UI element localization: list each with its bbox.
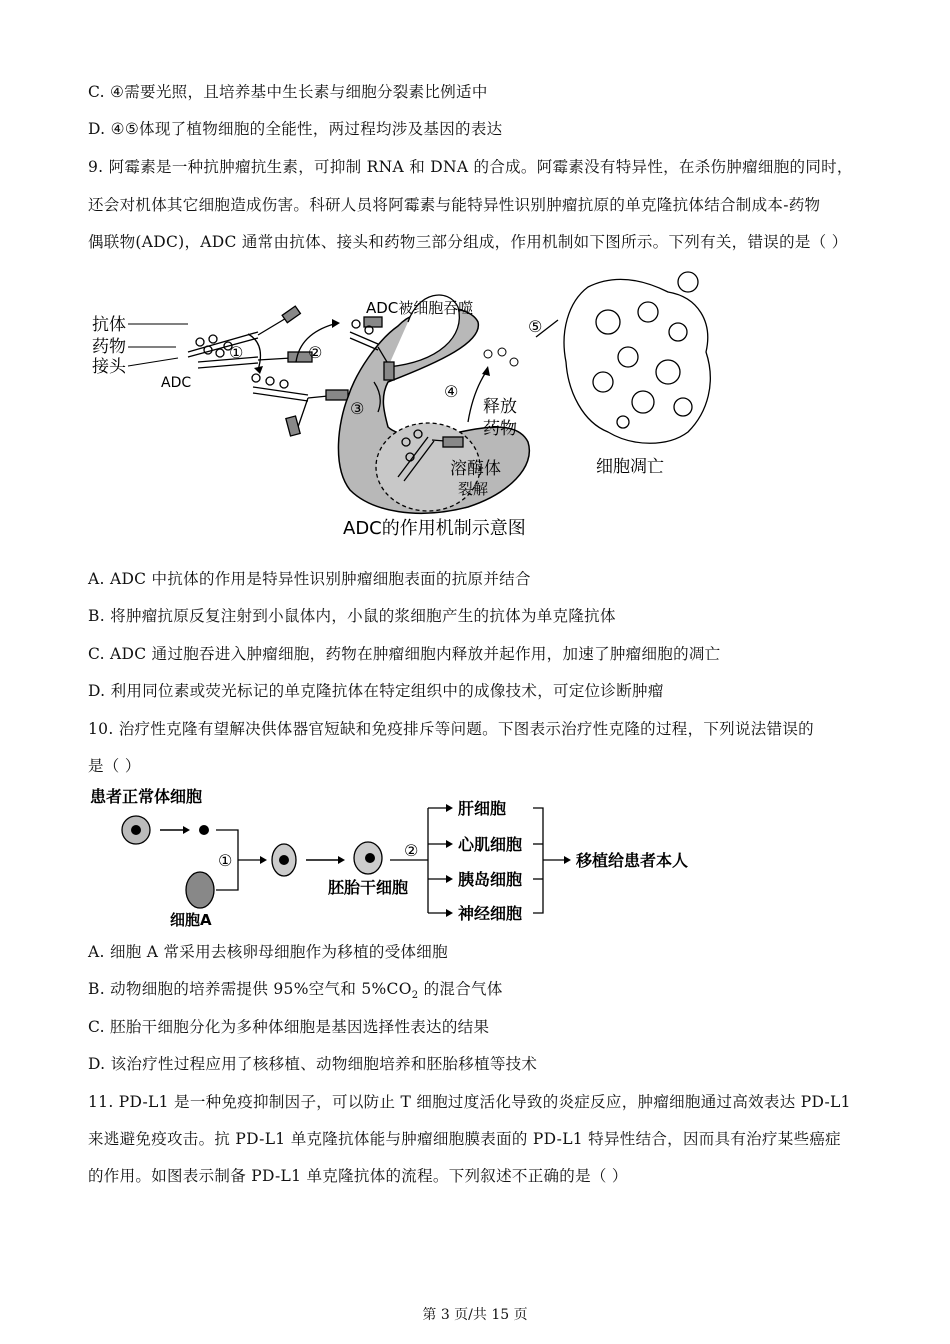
figure-caption: ADC的作用机制示意图 bbox=[343, 518, 526, 539]
label-islet: 胰岛细胞 bbox=[458, 870, 523, 889]
q10-option-a: A. 细胞 A 常采用去核卵母细胞作为移植的受体细胞 bbox=[88, 943, 448, 961]
step-2-marker: ② bbox=[404, 841, 419, 860]
q10-stem-line1: 10. 治疗性克隆有望解决供体器官短缺和免疫排斥等问题。下图表示治疗性克隆的过程，下列说法错误的 bbox=[88, 720, 814, 738]
q10-option-b: B. 动物细胞的培养需提供 95%空气和 $5\%CO_2$ 的混合气体 bbox=[88, 980, 503, 1002]
label-release-1: 释放 bbox=[483, 397, 517, 417]
label-nerve: 神经细胞 bbox=[458, 904, 523, 923]
q10-option-d: D. 该治疗性过程应用了核移植、动物细胞培养和胚胎移植等技术 bbox=[88, 1055, 538, 1073]
apoptotic-cell bbox=[564, 272, 710, 443]
q9-stem-line1: 9. 阿霉素是一种抗肿瘤抗生素，可抑制 RNA 和 DNA 的合成。阿霉素没有特异性，在杀伤肿瘤细胞的同时， bbox=[88, 158, 853, 176]
q9-option-c: C. ADC 通过胞吞进入肿瘤细胞，药物在肿瘤细胞内释放并起作用，加速了肿瘤细胞的凋亡 bbox=[88, 645, 721, 663]
q11-stem-line2: 来逃避免疫攻击。抗 PD-L1 单克隆抗体能与肿瘤细胞膜表面的 PD-L1 特异性结合，因而具有治疗某些癌症 bbox=[88, 1130, 841, 1148]
q10-stem-line2: 是（ ） bbox=[88, 757, 141, 775]
label-embryonic-stem: 胚胎干细胞 bbox=[328, 878, 409, 897]
label-liver: 肝细胞 bbox=[458, 799, 507, 818]
q8-option-d: D. ④⑤体现了植物细胞的全能性，两过程均涉及基因的表达 bbox=[88, 120, 503, 138]
label-drug: 药物 bbox=[92, 337, 126, 357]
adc-mechanism-figure bbox=[88, 262, 728, 544]
adc-molecule-icon bbox=[188, 306, 312, 368]
q9-option-b: B. 将肿瘤抗原反复注射到小鼠体内，小鼠的浆细胞产生的抗体为单克隆抗体 bbox=[88, 607, 616, 625]
cell-a-icon bbox=[186, 872, 214, 908]
q10-option-c: C. 胚胎干细胞分化为多种体细胞是基因选择性表达的结果 bbox=[88, 1018, 490, 1036]
page-footer: 第 3 页/共 15 页 bbox=[422, 1307, 528, 1323]
step-3-marker: ③ bbox=[350, 399, 365, 418]
step-4-marker: ④ bbox=[444, 382, 459, 401]
label-heart: 心肌细胞 bbox=[458, 835, 523, 854]
label-phagocytosed: ADC被细胞吞噬 bbox=[366, 299, 474, 317]
therapeutic-cloning-figure bbox=[88, 780, 728, 930]
adc-molecule-icon bbox=[252, 374, 348, 436]
label-transplant: 移植给患者本人 bbox=[576, 851, 689, 870]
q9-stem-line2: 还会对机体其它细胞造成伤害。科研人员将阿霉素与能特异性识别肿瘤抗原的单克隆抗体结合制成本-药物 bbox=[88, 196, 821, 214]
step-1-marker: ① bbox=[229, 343, 244, 362]
label-adc: ADC bbox=[161, 375, 192, 391]
step-1-marker: ① bbox=[218, 851, 233, 870]
label-lysis: 裂解 bbox=[458, 480, 489, 498]
label-patient-cell: 患者正常体细胞 bbox=[90, 787, 203, 806]
q9-option-a: A. ADC 中抗体的作用是特异性识别肿瘤细胞表面的抗原并结合 bbox=[88, 570, 531, 588]
label-antibody: 抗体 bbox=[92, 315, 126, 335]
q9-option-d: D. 利用同位素或荧光标记的单克隆抗体在特定组织中的成像技术，可定位诊断肿瘤 bbox=[88, 682, 664, 700]
label-release-2: 药物 bbox=[483, 419, 517, 439]
q9-stem-line3: 偶联物(ADC)，ADC 通常由抗体、接头和药物三部分组成，作用机制如下图所示。下列有关，错误的是（ ） bbox=[88, 233, 848, 251]
q11-stem-line1: 11. PD-L1 是一种免疫抑制因子，可以防止 T 细胞过度活化导致的炎症反应，肿瘤细胞通过高效表达 PD-L1 bbox=[88, 1093, 851, 1111]
label-apoptosis: 细胞凋亡 bbox=[596, 457, 664, 477]
label-lysosome: 溶酶体 bbox=[450, 459, 501, 479]
q11-stem-line3: 的作用。如图表示制备 PD-L1 单克隆抗体的流程。下列叙述不正确的是（ ） bbox=[88, 1167, 628, 1185]
nucleus-icon bbox=[199, 825, 209, 835]
label-cell-a: 细胞A bbox=[170, 911, 212, 929]
q8-option-c: C. ④需要光照，且培养基中生长素与细胞分裂素比例适中 bbox=[88, 83, 488, 101]
step-2-marker: ② bbox=[308, 343, 323, 362]
label-linker: 接头 bbox=[92, 357, 126, 377]
step-5-marker: ⑤ bbox=[528, 317, 543, 336]
arrow-1-icon bbox=[248, 334, 260, 370]
